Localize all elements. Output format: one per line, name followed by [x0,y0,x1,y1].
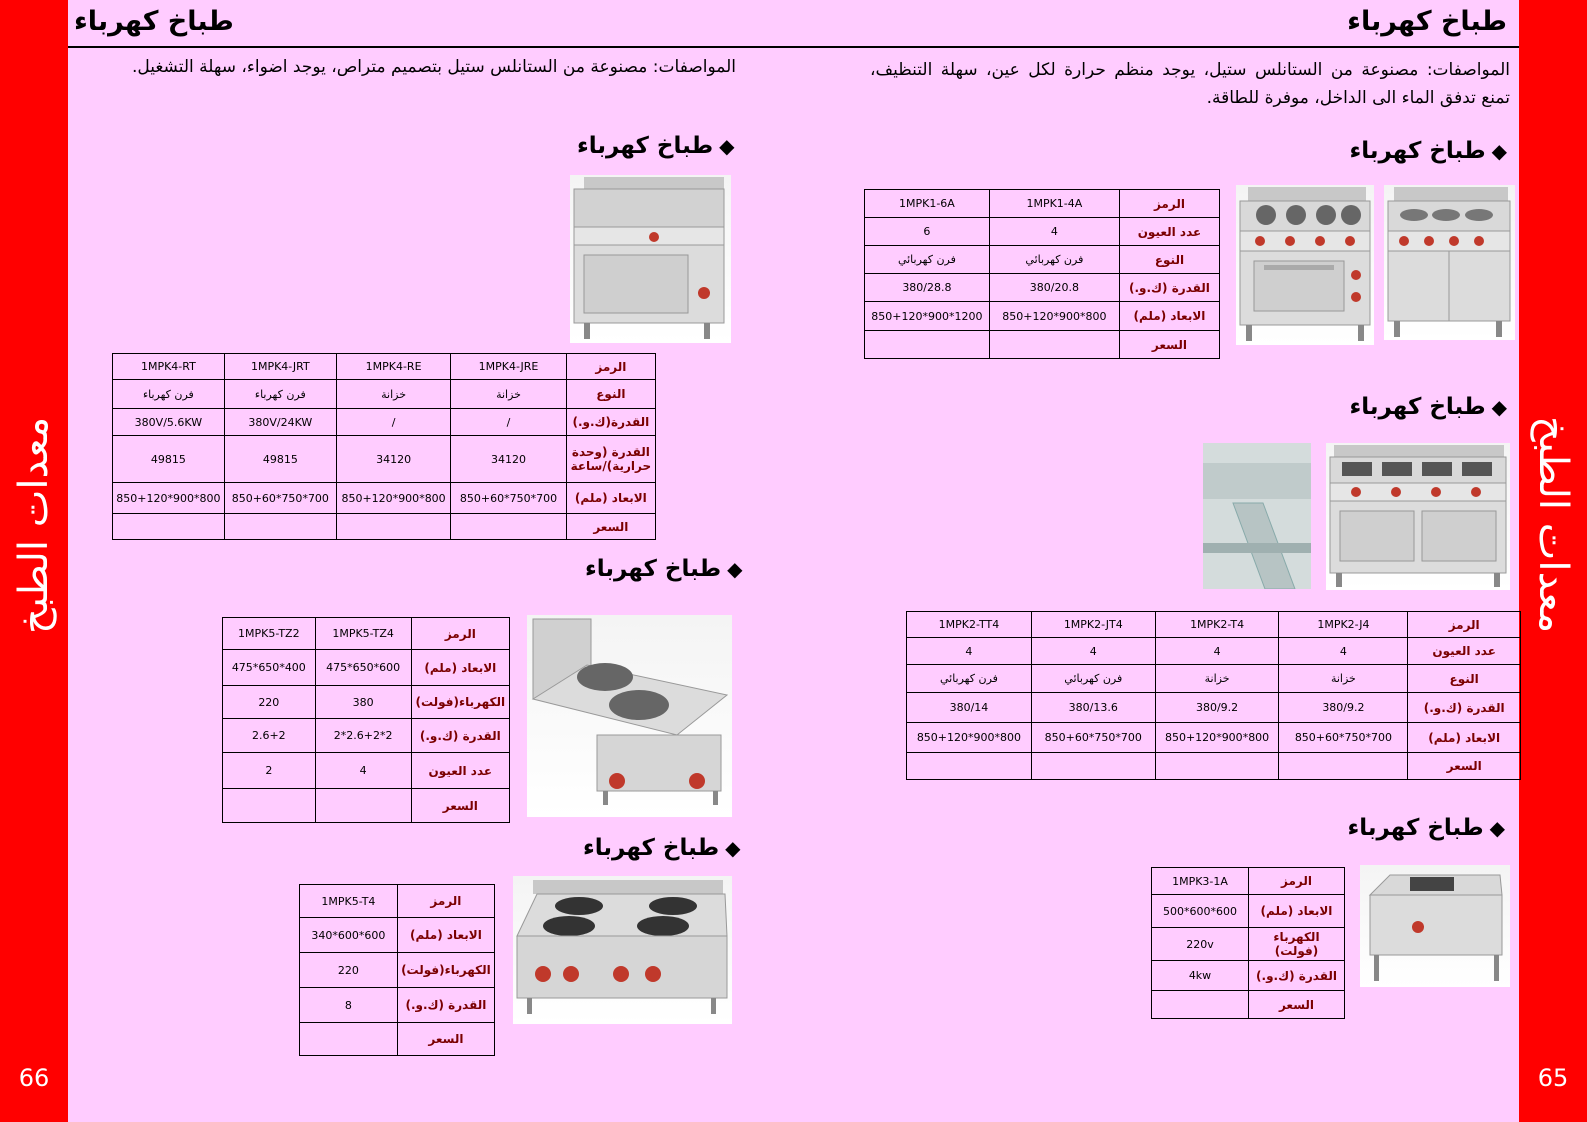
table-row: الابعاد (ملم) 700*750*850+60 800*900*850+120 700*750*850+60 800*900*850+120 [113,483,656,514]
table-row: الكهرباء (فولت) 220v [1152,928,1345,961]
table-row: الابعاد (ملم) 600*600*500 [1152,895,1345,928]
table-row: السعر [300,1023,495,1056]
table-row: الابعاد (ملم) 600*650*475 400*650*475 [223,650,510,686]
table-row: النوع خزانة خزانة فرن كهرباء فرن كهرباء [113,380,656,409]
table-row: السعر [1152,991,1345,1019]
table-row: الرمز 1MPK2-J4 1MPK2-T4 1MPK2-JT4 1MPK2-TT4 [907,612,1521,638]
table-row: الرمز 1MPK1-4A 1MPK1-6A [865,190,1220,218]
table-row: عدد العيون 4 6 [865,218,1220,246]
sidebar-title: معدات الطبخ [11,416,57,634]
product-photo-solid-top-oven [570,175,731,343]
left-sidebar [0,0,68,1122]
table-row: النوع فرن كهربائي فرن كهربائي [865,246,1220,274]
section-title: ◆طباخ كهرباء [1349,138,1507,164]
diamond-icon: ◆ [1491,139,1507,163]
table-row: الرمز 1MPK4-JRE 1MPK4-RE 1MPK4-JRT 1MPK4-RT [113,354,656,380]
table-row: الابعاد (ملم) 600*600*340 [300,918,495,953]
table-row: الرمز 1MPK3-1A [1152,868,1345,895]
table-row: القدرة(ك.و.) / / 380V/24KW 380V/5.6KW [113,409,656,436]
spec-table-mpk3 [1151,867,1345,1019]
product-photo-4-burner-range [1326,443,1510,590]
diamond-icon: ◆ [719,134,735,158]
section-title: ◆طباخ كهرباء [577,133,735,159]
spec-table-mpk4 [112,353,656,540]
table-row: الابعاد (ملم) 800*900*850+120 1200*900*850+120 [865,302,1220,331]
diamond-icon: ◆ [725,836,741,860]
table-row: الكهرباء(فولت) 380 220 [223,686,510,719]
table-row: عدد العيون 4 4 4 4 [907,638,1521,665]
product-photo-4-burner-cabinet [1384,185,1515,340]
diamond-icon: ◆ [727,557,743,581]
spec-table-mpk5-tz [222,617,510,823]
header-title-left: طباخ كهرباء [74,6,234,37]
product-photo-2-burner-countertop [527,615,732,817]
table-row: القدرة (ك.و.) 380/20.8 380/28.8 [865,274,1220,302]
sidebar-title: معدات الطبخ [1530,416,1576,634]
table-row: السعر [223,789,510,823]
section-title: ◆طباخ كهرباء [585,556,743,582]
product-photo-4-burner-oven [1236,185,1374,345]
product-photo-detail [1203,443,1311,589]
spec-text-left: المواصفات: مصنوعة من الستانلس ستيل بتصميم متراص، يوجد اضواء، سهلة التشغيل. [131,57,736,77]
table-row: الرمز 1MPK5-T4 [300,885,495,918]
header-divider [68,46,1519,48]
table-row: القدرة (ك.و.) 2*2.6+2*2 2.6+2 [223,719,510,753]
spec-table-mpk5-t4 [299,884,495,1056]
spec-table-mpk1 [864,189,1220,359]
product-photo-hotplate [1360,865,1510,987]
product-photo-4-burner-countertop [513,876,732,1024]
table-row: القدرة (ك.و.) 4kw [1152,961,1345,991]
table-row: القدرة (وحدة حرارية)/ساعة 34120 34120 49815 49815 [113,436,656,483]
header-title-right: طباخ كهرباء [1347,6,1507,37]
table-row: السعر [113,514,656,540]
page-number-left: 66 [18,1064,50,1092]
page-number-right: 65 [1537,1064,1569,1092]
table-row: القدرة (ك.و.) 8 [300,988,495,1023]
section-title: ◆طباخ كهرباء [1349,394,1507,420]
spec-table-mpk2 [906,611,1521,780]
table-row: الرمز 1MPK5-TZ4 1MPK5-TZ2 [223,618,510,650]
diamond-icon: ◆ [1491,395,1507,419]
table-row: القدرة (ك.و.) 380/9.2 380/9.2 380/13.6 380/14 [907,693,1521,723]
table-row: الكهرباء(فولت) 220 [300,953,495,988]
spec-text-right: المواصفات: مصنوعة من الستانلس ستيل، يوجد منظم حرارة لكل عين، سهلة التنظيف، تمنع تدفق الماء الى الداخل، موفرة للطاقة. [870,60,1510,108]
table-row: عدد العيون 4 2 [223,753,510,789]
table-row: السعر [907,753,1521,780]
section-title: ◆طباخ كهرباء [1347,815,1505,841]
table-row: النوع خزانة خزانة فرن كهربائي فرن كهربائي [907,665,1521,693]
diamond-icon: ◆ [1489,816,1505,840]
section-title: ◆طباخ كهرباء [583,835,741,861]
table-row: السعر [865,331,1220,359]
right-sidebar [1519,0,1587,1122]
table-row: الابعاد (ملم) 700*750*850+60 800*900*850+120 700*750*850+60 800*900*850+120 [907,723,1521,753]
